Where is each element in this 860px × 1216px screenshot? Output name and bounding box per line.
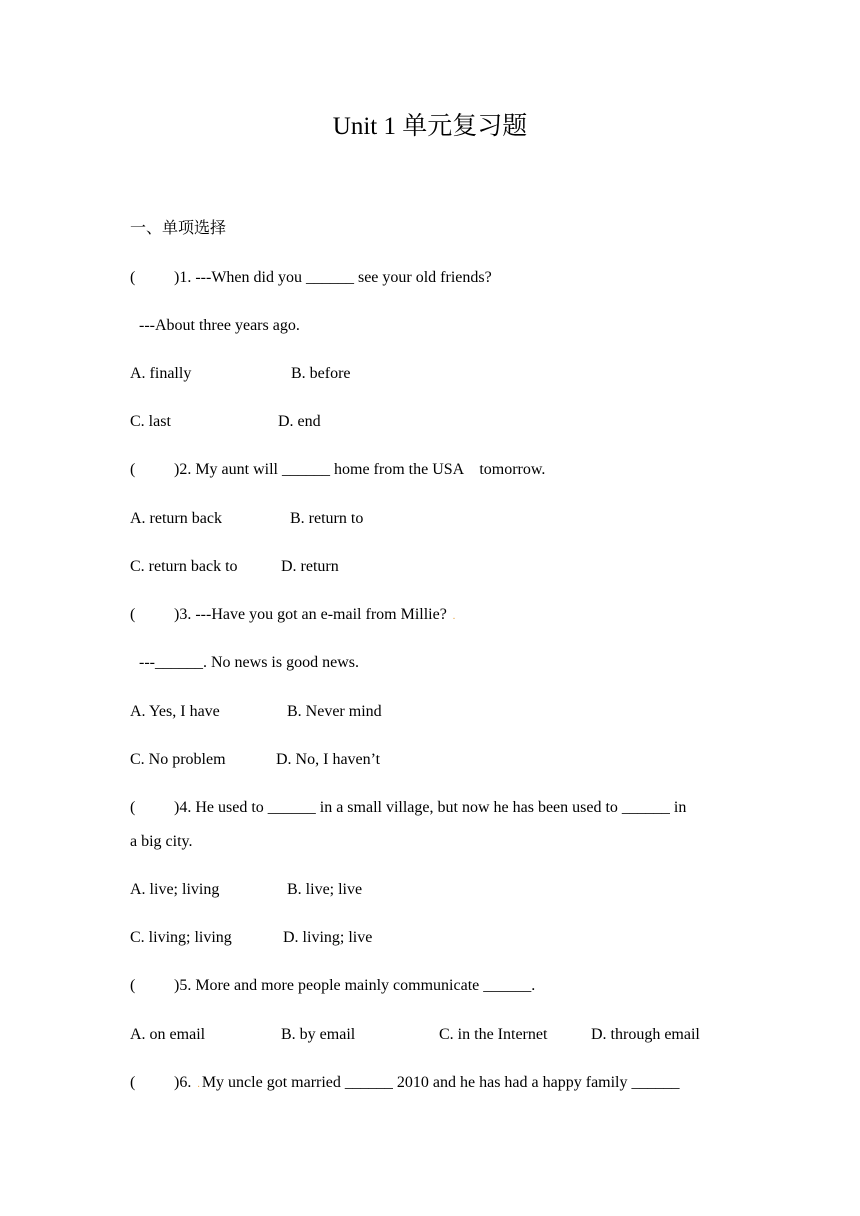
question-text: )1. ---When did you ______ see your old friends? — [174, 269, 492, 286]
question-4-option-d: D. living; live — [283, 929, 373, 946]
question-4-option-b: B. live; live — [287, 881, 363, 898]
answer-bracket[interactable]: ( — [130, 269, 136, 286]
question-2-option-b: B. return to — [290, 510, 364, 527]
answer-bracket[interactable]: ( — [130, 977, 136, 994]
question-text: )2. My aunt will ______ home from the USA tomorrow. — [174, 461, 546, 478]
question-5-option-a: A. on email — [130, 1026, 206, 1043]
question-3-stem — [130, 605, 457, 627]
question-3-option-a: A. Yes, I have — [130, 703, 220, 720]
question-3-option-d: D. No, I haven’t — [276, 751, 381, 768]
question-1-stem — [130, 268, 492, 288]
question-1-option-c: C. last — [130, 413, 171, 430]
answer-bracket[interactable]: ( — [130, 1074, 136, 1091]
question-4-stem-continued: a big city. — [130, 833, 193, 850]
annotation-mark: . — [452, 611, 456, 622]
question-text: )4. He used to ______ in a small village, but now he has been used to ______ in — [174, 799, 687, 816]
answer-bracket[interactable]: ( — [130, 461, 136, 478]
question-3-option-c: C. No problem — [130, 751, 226, 768]
question-2-option-d: D. return — [281, 558, 339, 575]
question-2-option-a: A. return back — [130, 510, 222, 527]
question-1-option-b: B. before — [291, 365, 351, 382]
question-text: )5. More and more people mainly communicate ______. — [174, 977, 536, 994]
page-title: Unit 1 单元复习题 — [332, 113, 528, 140]
question-2-option-c: C. return back to — [130, 558, 238, 575]
question-5-option-b: B. by email — [281, 1026, 356, 1043]
question-3-option-b: B. Never mind — [287, 703, 382, 720]
question-text: )3. ---Have you got an e-mail from Millie? — [174, 606, 447, 623]
question-1-option-a: A. finally — [130, 365, 192, 382]
question-5-stem — [130, 976, 535, 996]
section-heading: 一、单项选择 — [130, 220, 227, 237]
question-4-stem — [130, 798, 686, 818]
question-4-option-a: A. live; living — [130, 881, 220, 898]
answer-bracket[interactable]: ( — [130, 606, 136, 623]
question-4-option-c: C. living; living — [130, 929, 232, 946]
question-6-stem — [130, 1073, 680, 1095]
answer-bracket[interactable]: ( — [130, 799, 136, 816]
question-number: )6. — [174, 1074, 192, 1091]
annotation-mark: . — [197, 1079, 200, 1090]
question-3-reply: ---______. No news is good news. — [139, 654, 359, 671]
question-text: My uncle got married ______ 2010 and he has had a happy family ______ — [201, 1074, 680, 1091]
question-1-option-d: D. end — [278, 413, 321, 430]
question-5-option-d: D. through email — [591, 1026, 700, 1043]
question-2-stem — [130, 460, 545, 480]
question-1-reply: ---About three years ago. — [139, 317, 300, 334]
question-5-option-c: C. in the Internet — [439, 1026, 548, 1043]
